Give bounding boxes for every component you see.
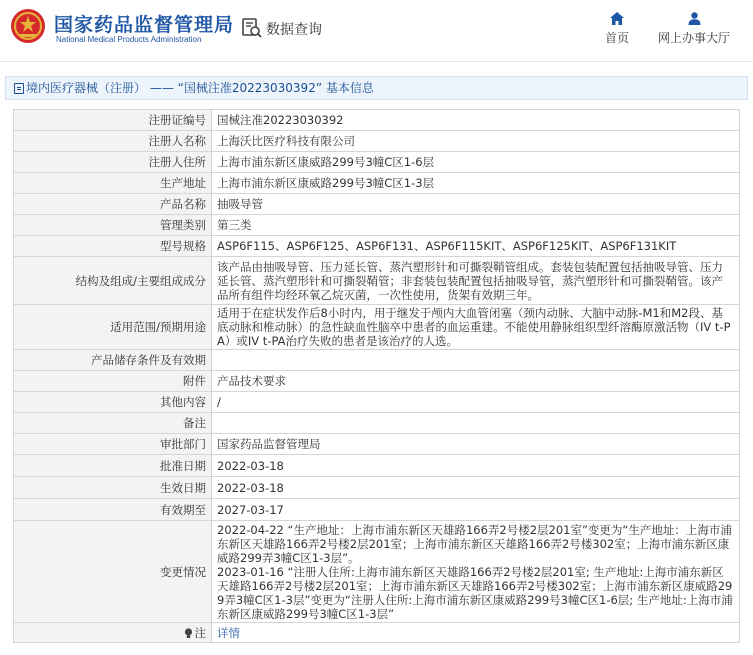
field-label: 适用范围/预期用途 (14, 305, 212, 350)
field-label: 审批部门 (14, 434, 212, 455)
table-row (14, 455, 740, 477)
breadcrumb-text: 境内医疗器械（注册） —— “国械注准20223030392” 基本信息 (26, 81, 374, 95)
table-row (14, 499, 740, 521)
table-row (14, 110, 740, 131)
field-value: 上海沃比医疗科技有限公司 (212, 131, 740, 152)
details-link[interactable]: 详情 (217, 625, 240, 640)
table-row (14, 194, 740, 215)
field-label: 生效日期 (14, 477, 212, 499)
site-header (0, 0, 753, 62)
table-row (14, 434, 740, 455)
data-search-icon[interactable] (241, 17, 263, 39)
field-label: 生产地址 (14, 173, 212, 194)
field-value: 该产品由抽吸导管、压力延长管、蒸汽塑形针和可撕裂鞘管组成。套装包装配置包括抽吸导管、压力延长管、蒸汽塑形针和可撕裂鞘管；非套装包装配置包括抽吸导管，蒸汽塑形针和可撕裂鞘管。该产品所有组件均经环氧乙烷灭菌，一次性使用，货架有效期三年。 (212, 257, 740, 305)
field-label: 变更情况 (14, 521, 212, 623)
site-title-english: National Medical Products Administration (56, 35, 202, 44)
field-value: 第三类 (212, 215, 740, 236)
field-value: 国家药品监督管理局 (212, 434, 740, 455)
table-row (14, 236, 740, 257)
home-icon (610, 12, 624, 25)
nav-home[interactable] (600, 12, 634, 46)
lightbulb-icon (184, 628, 193, 639)
table-row (14, 521, 740, 623)
field-label: 产品储存条件及有效期 (14, 350, 212, 371)
field-label: 注册人住所 (14, 152, 212, 173)
field-label: 其他内容 (14, 392, 212, 413)
table-row (14, 257, 740, 305)
table-row (14, 392, 740, 413)
field-label: 备注 (14, 413, 212, 434)
table-row (14, 371, 740, 392)
note-label: 注 (194, 625, 206, 640)
field-value: / (212, 392, 740, 413)
user-icon (688, 12, 701, 25)
field-value: 2027-03-17 (212, 499, 740, 521)
field-value: 适用于在症状发作后8小时内，用于继发于颅内大血管闭塞（颈内动脉、大脑中动脉-M1和M2段、基底动脉和椎动脉）的急性缺血性脑卒中患者的血运重建。不能使用静脉组织型纤溶酶原激活物（IV t-PA）或IV t-PA治疗失败的患者是该治疗的人选。 (212, 305, 740, 350)
document-icon (14, 83, 24, 94)
field-value: 上海市浦东新区康威路299号3幢C区1-3层 (212, 173, 740, 194)
table-row (14, 350, 740, 371)
national-emblem-icon[interactable] (10, 8, 46, 44)
field-label: 管理类别 (14, 215, 212, 236)
field-label: 批准日期 (14, 455, 212, 477)
table-row (14, 152, 740, 173)
breadcrumb (5, 76, 748, 100)
field-value: 产品技术要求 (212, 371, 740, 392)
field-value: 抽吸导管 (212, 194, 740, 215)
table-row (14, 623, 740, 643)
field-label: 附件 (14, 371, 212, 392)
field-label: 注册人名称 (14, 131, 212, 152)
field-value: 2022-03-18 (212, 477, 740, 499)
field-label: 结构及组成/主要组成成分 (14, 257, 212, 305)
site-title[interactable]: 国家药品监督管理局 (54, 14, 235, 36)
table-row (14, 477, 740, 499)
nav-online-hall-label: 网上办事大厅 (657, 31, 730, 45)
field-value: 2022-03-18 (212, 455, 740, 477)
change-entry: 2023-01-16 “注册人住所:上海市浦东新区天雄路166弄2号楼2层201室; 生产地址:上海市浦东新区天雄路166弄2号楼2层201室；上海市浦东新区天雄路166弄2号楼302室；上海市浦东新区康威路299弄3幢C区1-3层”变更为“注册人住所:上海市浦东新区康威路299号3幢C区1-6层; 生产地址:上海市浦东新区康威路299号3幢C区1-3层” (217, 564, 733, 621)
note-value (212, 623, 740, 643)
nav-home-label: 首页 (604, 31, 629, 45)
table-row (14, 215, 740, 236)
field-value (212, 413, 740, 434)
nav-online-hall[interactable] (655, 12, 733, 46)
field-value: ASP6F115、ASP6F125、ASP6F131、ASP6F115KIT、ASP6F125KIT、ASP6F131KIT (212, 236, 740, 257)
field-value: 国械注准20223030392 (212, 110, 740, 131)
field-label: 产品名称 (14, 194, 212, 215)
change-entry: 2022-04-22 “生产地址：上海市浦东新区天雄路166弄2号楼2层201室”变更为“生产地址：上海市浦东新区天雄路166弄2号楼2层201室；上海市浦东新区天雄路166弄2号楼302室；上海市浦东新区康威路299弄3幢C区1-3层”。 (217, 522, 732, 565)
table-row (14, 173, 740, 194)
field-value (212, 350, 740, 371)
field-label: 有效期至 (14, 499, 212, 521)
data-search-link[interactable]: 数据查询 (266, 22, 322, 38)
table-row (14, 131, 740, 152)
table-row (14, 305, 740, 350)
note-label-cell (14, 623, 212, 643)
field-label: 型号规格 (14, 236, 212, 257)
registration-info-table (13, 109, 740, 643)
field-value: 上海市浦东新区康威路299号3幢C区1-6层 (212, 152, 740, 173)
table-row (14, 413, 740, 434)
change-history-value (212, 521, 740, 623)
field-label: 注册证编号 (14, 110, 212, 131)
